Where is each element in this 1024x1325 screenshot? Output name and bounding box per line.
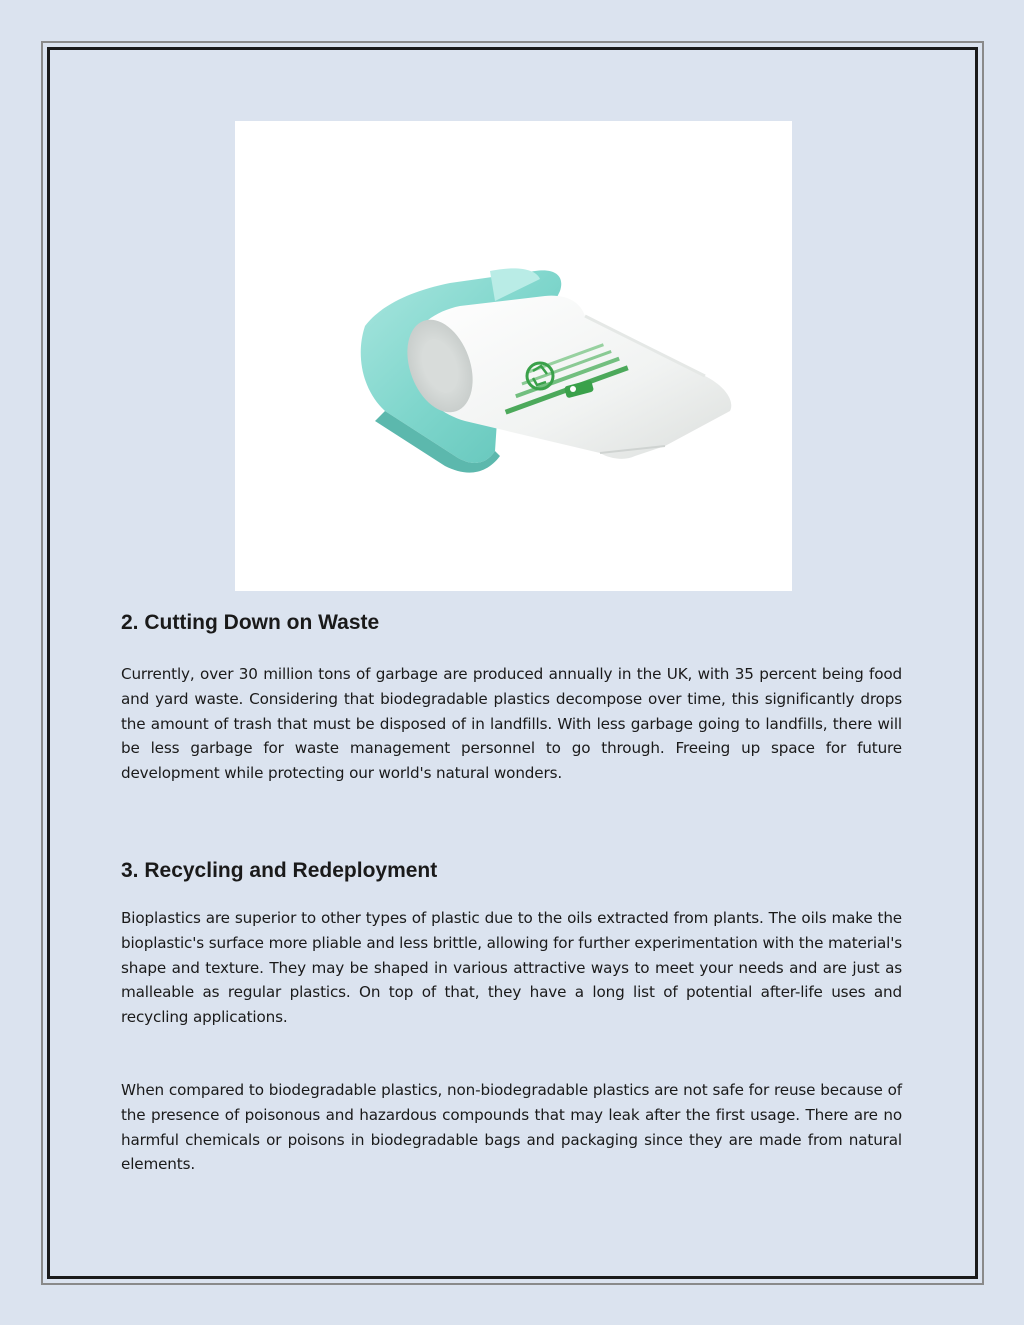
section-heading-cutting-down-on-waste: 2. Cutting Down on Waste: [121, 611, 380, 634]
paragraph-non-biodegradable-comparison: When compared to biodegradable plastics, non-biodegradable plastics are not safe for reuse because of the presence of poisonous and hazardous compounds that may leak after the first usage. There are no harmful chemicals or poisons in biodegradable bags and packaging since they are made from natural elements.: [121, 1081, 902, 1174]
compostable-bag-roll-photo: [235, 121, 792, 591]
paragraph-cutting-down-on-waste: Currently, over 30 million tons of garbage are produced annually in the UK, with 35 percent being food and yard waste. Considering that biodegradable plastics decompose over time, this significantly drops the amount of trash that must be disposed of in landfills. With less garbage going to landfills, there will be less garbage for waste management personnel to go through. Freeing up space for future development while protecting our world's natural wonders.: [121, 665, 902, 783]
paragraph-recycling-and-redeployment: Bioplastics are superior to other types of plastic due to the oils extracted from plants. The oils make the bioplastic's surface more pliable and less brittle, allowing for further experimentation with the material's shape and texture. They may be shaped in various attractive ways to meet your needs and are just as malleable as regular plastics. On top of that, they have a long list of potential after-life uses and recycling applications.: [121, 909, 902, 1027]
section-heading-recycling-and-redeployment: 3. Recycling and Redeployment: [121, 859, 438, 882]
